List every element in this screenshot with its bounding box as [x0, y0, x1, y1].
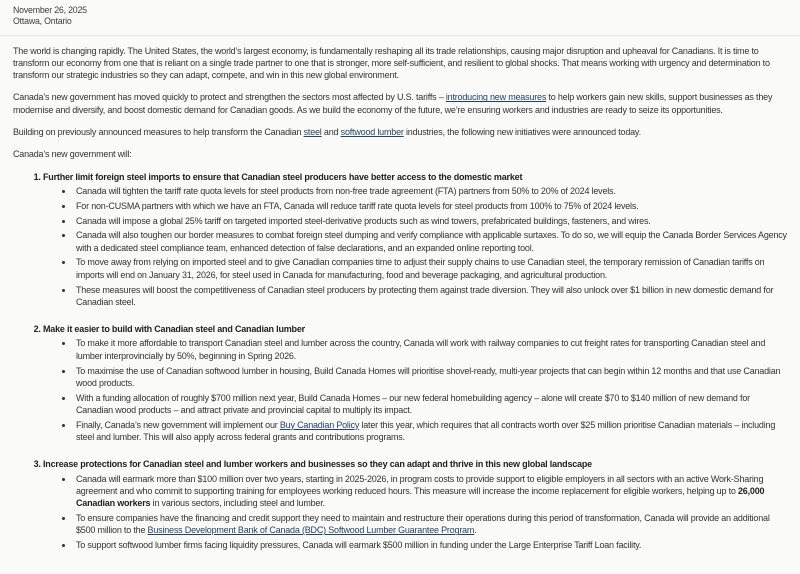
- section-3-bullets: [43, 473, 788, 552]
- intro-paragraph-3: [13, 126, 788, 138]
- release-location: Ottawa, Ontario: [13, 16, 72, 27]
- intro-paragraph-4: Canada’s new government will:: [13, 149, 132, 160]
- divider: [0, 35, 800, 36]
- intro-paragraph-1: The world is changing rapidly. The United States, the world’s largest economy, is fundamentally reshaping all its trade relationships, causing major disruption and upheaval for Canadians. It is time to transform our economy from one that is reliant on a single trade partner to one that is stronger, more self-sufficient, and resilient to global shocks. That means working with urgency and determination to transform our strategic industries so they can adapt, compete, and win in this new global environment.: [13, 45, 770, 81]
- bullet-text: Canada will earmark more than $100 million over two years, starting in 2025-2026, in program costs to provide support to eligible employers in all sectors with an active Work-Sharing agreement and who commit to supporting training for employees working reduced hours. This measure will increase the income replacement for eligible workers, helping up to: [76, 473, 764, 496]
- bold-workers-count: 26,000 Canadian workers: [76, 485, 765, 509]
- bullet-item: • Canada will impose a global 25% tariff on targeted imported steel-derivative products such as wind towers, prefabricated buildings, fasteners, and wires.: [74, 215, 788, 227]
- section-2-bullets: [43, 337, 788, 443]
- bullet-text: To ensure companies have the financing and credit support they need to maintain and restructure their operations during this period of transformation, Canada will provide an additional $500 million to the: [76, 513, 770, 536]
- bullet-text: Finally, Canada’s new government will implement our: [76, 419, 280, 430]
- intro-paragraph-2: [13, 91, 788, 116]
- initiatives-list: [13, 171, 788, 552]
- bullet-item: [74, 419, 788, 444]
- paragraph-text: Canada’s new government has moved quickly to protect and strengthen the sectors most affected by U.S. tariffs –: [13, 92, 446, 103]
- bullet-item: • To support softwood lumber firms facing liquidity pressures, Canada will earmark $500 million in funding under the Large Enterprise Tariff Loan facility.: [74, 539, 788, 551]
- initiative-section-1: [43, 171, 788, 308]
- link-bdc-softwood-lumber-guarantee-program[interactable]: Business Development Bank of Canada (BDC) Softwood Lumber Guarantee Program: [147, 525, 475, 536]
- date-block: [13, 5, 788, 28]
- link-buy-canadian-policy[interactable]: Buy Canadian Policy: [279, 419, 360, 430]
- section-1-heading: Further limit foreign steel imports to ensure that Canadian steel producers have better access to the domestic market: [43, 171, 523, 182]
- bullet-item: • To make it more affordable to transport Canadian steel and lumber across the country, Canada will work with railway companies to cut freight rates for transporting Canadian steel and lumber interprovincially by 50%, beginning in Spring 2026.: [74, 337, 788, 362]
- paragraph-text: Building on previously announced measures to help transform the Canadian: [13, 127, 304, 138]
- bullet-item: [74, 512, 788, 537]
- paragraph-text: industries, the following new initiatives were announced today.: [403, 127, 641, 138]
- section-2-heading: Make it easier to build with Canadian steel and Canadian lumber: [43, 324, 305, 335]
- link-softwood-lumber[interactable]: softwood lumber: [340, 127, 404, 138]
- bullet-text: .: [474, 525, 477, 536]
- bullet-item: • With a funding allocation of roughly $700 million next year, Build Canada Homes – our new federal homebuilding agency – alone will create $70 to $140 million of new demand for Canadian wood products – and attract private and provincial capital to multiply its impact.: [74, 392, 788, 417]
- section-3-heading: Increase protections for Canadian steel and lumber workers and businesses so they can adapt and thrive in this new global landscape: [43, 459, 592, 470]
- initiative-section-2: [43, 323, 788, 443]
- bullet-item: [74, 473, 788, 510]
- link-steel[interactable]: steel: [303, 127, 322, 138]
- bullet-item: • For non-CUSMA partners with which we have an FTA, Canada will reduce tariff rate quota levels for steel products from 100% to 75% of 2024 levels.: [74, 200, 788, 212]
- link-introducing-new-measures[interactable]: introducing new measures: [445, 92, 547, 103]
- bullet-item: • Canada will tighten the tariff rate quota levels for steel products from non-free trade agreement (FTA) partners from 50% to 20% of 2024 levels.: [74, 185, 788, 197]
- bullet-text: in various sectors, including steel and lumber.: [150, 498, 325, 509]
- paragraph-text: and: [321, 127, 341, 138]
- paragraph-text: to help workers gain new skills, support businesses as they modernise and diversify, and boost domestic demand for Canadian goods. As we build the economy of the future, we’re ensuring workers and industries are ready to seize its opportunities.: [13, 92, 773, 115]
- bullet-text: later this year, which requires that all contracts worth over $25 million prioritise Canadian materials – including steel and lumber. This will also apply across federal grants and contributions programs.: [76, 419, 776, 443]
- bullet-item: • These measures will boost the competitiveness of Canadian steel producers by protecting them against trade diversion. They will also unlock over $1 billion in new domestic demand for Canadian steel.: [74, 284, 788, 309]
- section-1-bullets: [43, 185, 788, 308]
- bullet-item: • To move away from relying on imported steel and to give Canadian companies time to adjust their supply chains to use Canadian steel, the temporary remission of Canadian tariffs on imports will end on January 31, 2026, for steel used in Canada for manufacturing, food and beverage packaging, and agricultural production.: [74, 256, 788, 281]
- initiative-section-3: [43, 458, 788, 551]
- bullet-item: • To maximise the use of Canadian softwood lumber in housing, Build Canada Homes will prioritise shovel-ready, multi-year projects that can begin within 12 months and that use Canadian wood products.: [74, 365, 788, 390]
- release-date: November 26, 2025: [13, 5, 87, 15]
- bullet-item: • Canada will also toughen our border measures to combat foreign steel dumping and verify compliance with applicable surtaxes. To do so, we will equip the Canada Border Services Agency with a dedicated steel compliance team, enhanced detection of false declarations, and an expanded online reporting tool.: [74, 229, 788, 254]
